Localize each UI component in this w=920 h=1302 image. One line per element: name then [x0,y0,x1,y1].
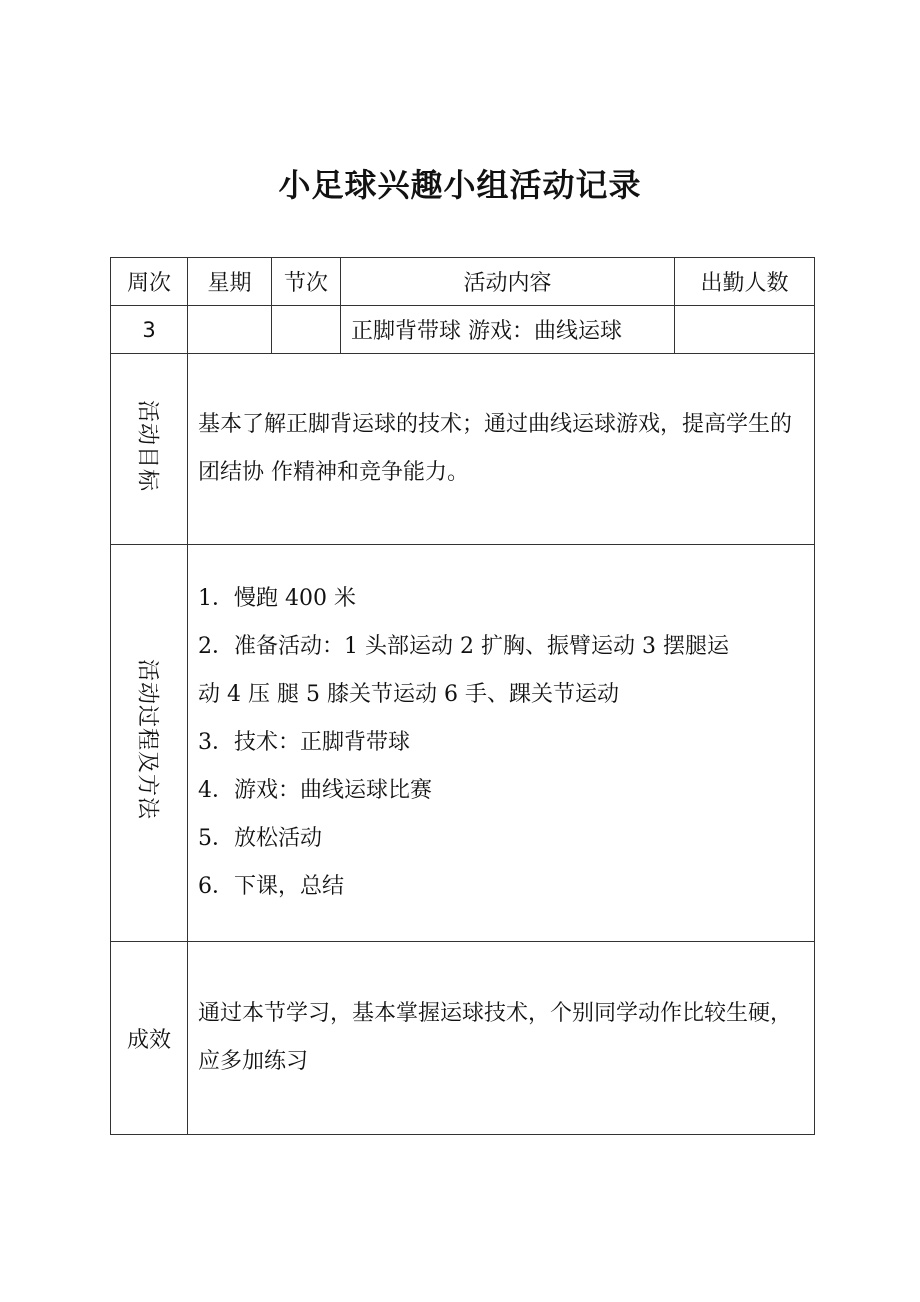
process-cell [188,545,815,942]
process-step: 4．游戏：曲线运球比赛 [198,778,432,803]
goal-label-cell [111,354,188,545]
cell-content: 正脚背带球 游戏：曲线运球 [341,306,675,354]
effect-text: 通过本节学习，基本掌握运球技术，个别同学动作比较生硬，应多加练习 [198,1001,793,1074]
goal-row [111,354,815,545]
process-step: 5．放松活动 [198,826,322,851]
process-step: 3．技术：正脚背带球 [198,730,410,755]
effect-cell [188,942,815,1135]
goal-label: 活动目标 [134,399,160,492]
process-step: 6．下课，总结 [198,874,344,899]
cell-attendance [675,306,815,354]
table-row [111,306,815,354]
goal-cell [188,354,815,545]
goal-text: 基本了解正脚背运球的技术；通过曲线运球游戏，提高学生的团结协 作精神和竞争能力。 [198,412,793,485]
header-row [111,258,815,306]
header-content: 活动内容 [341,258,675,306]
process-row [111,545,815,942]
activity-record-table [110,257,815,1135]
header-period: 节次 [272,258,341,306]
header-attendance: 出勤人数 [675,258,815,306]
cell-period [272,306,341,354]
effect-row [111,942,815,1135]
header-weekday: 星期 [188,258,272,306]
cell-week: 3 [111,306,188,354]
header-week: 周次 [111,258,188,306]
process-label: 活动过程及方法 [134,659,160,821]
effect-label: 成效 [126,1027,171,1053]
process-step: 动 4 压 腿 5 膝关节运动 6 手、踝关节运动 [198,682,619,707]
process-label-cell [111,545,188,942]
page-title: 小足球兴趣小组活动记录 [278,166,642,204]
effect-label-cell [111,942,188,1135]
process-step: 1．慢跑 400 米 [198,586,356,611]
process-step: 2．准备活动：1 头部运动 2 扩胸、振臂运动 3 摆腿运 [198,634,729,659]
cell-weekday [188,306,272,354]
